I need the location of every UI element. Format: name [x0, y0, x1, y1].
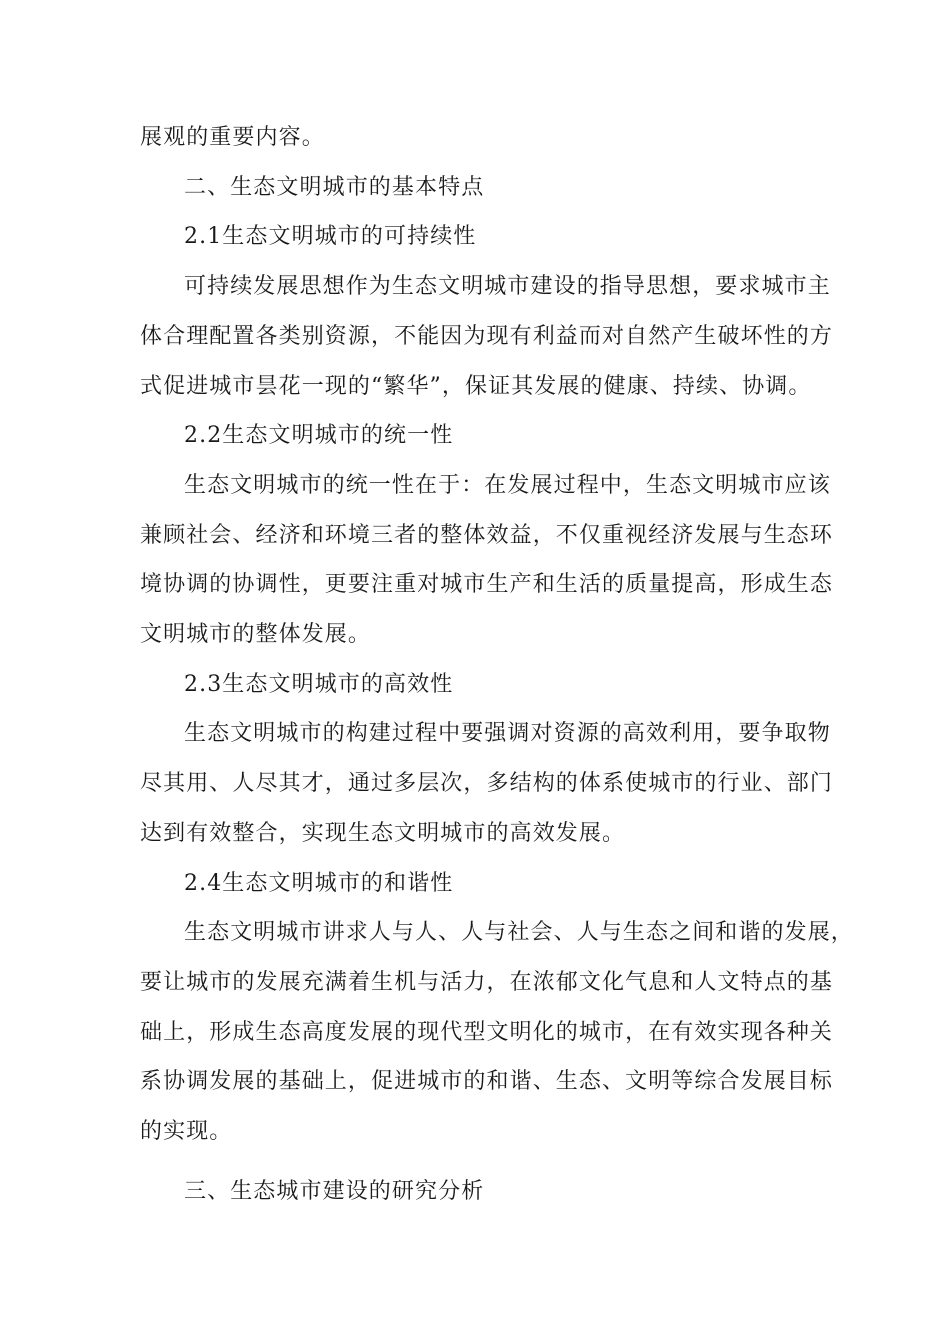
- paragraph-line: 生态文明城市的统一性在于：在发展过程中，生态文明城市应该: [184, 472, 831, 498]
- paragraph-line: 生态文明城市讲求人与人、人与社会、人与生态之间和谐的发展，: [184, 920, 854, 946]
- paragraph-line: 达到有效整合，实现生态文明城市的高效发展。: [140, 820, 626, 846]
- paragraph-line: 文明城市的整体发展。: [140, 622, 372, 648]
- document-body: [140, 113, 854, 1216]
- subsection-heading-2-3: 2.3生态文明城市的高效性: [184, 671, 454, 697]
- subsection-heading-2-4: 2.4生态文明城市的和谐性: [184, 870, 454, 896]
- subsection-heading-2-2: 2.2生态文明城市的统一性: [184, 423, 454, 449]
- paragraph-line: 境协调的协调性，更要注重对城市生产和生活的质量提高，形成生态: [140, 572, 834, 598]
- paragraph-line: 础上，形成生态高度发展的现代型文明化的城市，在有效实现各种关: [140, 1019, 834, 1045]
- paragraph-continuation: 展观的重要内容。: [140, 125, 325, 150]
- paragraph-line: 要让城市的发展充满着生机与活力，在浓郁文化气息和人文特点的基: [140, 969, 834, 995]
- paragraph-line: 兼顾社会、经济和环境三者的整体效益，不仅重视经济发展与生态环: [140, 522, 834, 548]
- paragraph-line: 可持续发展思想作为生态文明城市建设的指导思想，要求城市主: [184, 274, 831, 300]
- paragraph-line: 尽其用、人尽其才，通过多层次，多结构的体系使城市的行业、部门: [140, 771, 834, 797]
- paragraph-line: 的实现。: [140, 1119, 233, 1145]
- section-heading-2: 二、生态文明城市的基本特点: [184, 174, 485, 200]
- paragraph-line: 系协调发展的基础上，促进城市的和谐、生态、文明等综合发展目标: [140, 1069, 834, 1095]
- section-heading-3: 三、生态城市建设的研究分析: [184, 1178, 485, 1204]
- paragraph-line: 式促进城市昙花一现的“繁华”，保证其发展的健康、持续、协调。: [140, 373, 812, 399]
- subsection-heading-2-1: 2.1生态文明城市的可持续性: [184, 224, 477, 250]
- paragraph-line: 体合理配置各类别资源，不能因为现有利益而对自然产生破坏性的方: [140, 323, 834, 349]
- paragraph-line: 生态文明城市的构建过程中要强调对资源的高效利用，要争取物: [184, 721, 831, 747]
